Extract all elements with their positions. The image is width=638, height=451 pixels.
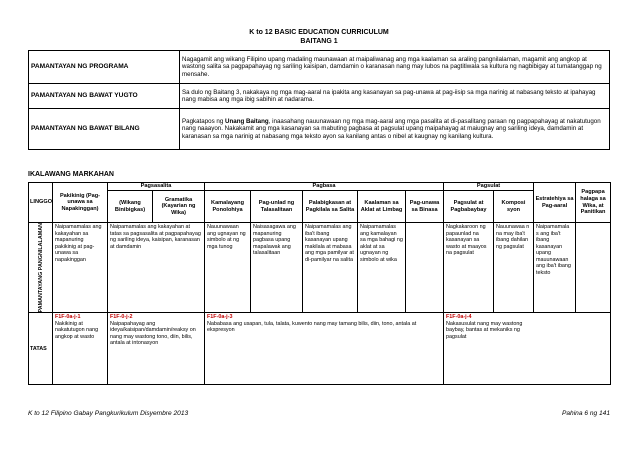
competency-code: F1F-0a-j-4 [446,314,472,321]
header-palabigkasan: Palabigkasan at Pagkilala sa Salita [303,191,358,223]
tatas-label: TATAS [29,313,53,385]
competency-text: Nababasa ang usapan, tula, talata, kuwento nang may tamang bilis, diin, tono, antala at ekspresyon [207,320,417,334]
header-linggo: LINGGO [29,183,53,223]
quarter-heading: IKALAWANG MARKAHAN [28,171,114,178]
standards-table [28,50,610,150]
standard-row [29,84,610,109]
competency-code: F1F-0-j-2 [110,314,133,321]
table-cell [406,223,444,313]
column-header-row [29,191,611,223]
standard-label: PAMANTAYAN NG BAWAT BILANG [29,109,180,150]
table-cell [576,223,611,313]
pamantayang-row [29,223,611,313]
curriculum-title: K to 12 BASIC EDUCATION CURRICULUM [249,29,389,36]
table-cell: Naipamamalas ang iba't ibang kasanayan upang makilala at mabasa ang mga pamilyar at di-pamilyar na salita [303,223,358,313]
header-pagpapahalaga: Pagpapa halaga sa Wika, at Panitikan [576,183,611,223]
standard-row [29,109,610,150]
standard-text: Sa dulo ng Baitang 3, nakakaya ng mga mag-aaral na ipakita ang kasanayan sa pag-unawa at pag-iisip sa mga narinig at nabasang teksto at ipahayag nang mabisa ang mga ibig sabihin at nadarama. [180,84,610,109]
standard-text-before: Pagkatapos ng [182,117,226,125]
table-cell [108,313,205,385]
standard-label: PAMANTAYAN NG PROGRAMA [29,51,180,84]
group-header-row [29,183,611,191]
table-cell: Nauunawaan ang ugnayan ng simbolo at ng mga tunog [205,223,251,313]
header-pagunawa: Pag-unawa sa Binasa [406,191,444,223]
pamantayang-label-cell [29,223,53,313]
grade-level: BAITANG 1 [300,38,338,45]
header-komposisyon: Komposi syon [494,191,534,223]
competency-code: F1F-0a-j-3 [207,314,233,321]
competency-code: F1F-0a-j-1 [55,314,81,321]
header-wikang: (Wikang Binibigkas) [108,191,153,223]
standard-text [180,109,610,150]
competency-text: Naipapahayag ang ideya/kaisipan/damdamin/reaksy on nang may wastong tono, diin, bilis, antala at intonasyon [110,320,196,347]
table-cell: Naisasagawa ang mapanuring pagbasa upang mapalawak ang talasalitaan [251,223,303,313]
standard-text-after: , inaasahang nauunawaan ng mga mag-aaral ang mga pasalita at di-pasalitang paraan ng pagpapahayag at nakatutugon nang naaayon. Nakakamit ang mga kasanayan sa mabuting pagbasa at pagsulat upang maipahayag at maiugnay ang sariling ideya, damdamin at karanasan sa mga narinig at nabasang mga teksto ayon sa kanilang antas o nibel at kaugnay ng kanilang kultura. [182,117,601,140]
header-pagunlad: Pag-unlad ng Talasalitaan [251,191,303,223]
table-cell: Nagkakaroon ng papaunlad na kasanayan sa wasto at maayos na pagsulat [444,223,494,313]
header-kamalayang: Kamalayang Ponolohiya [205,191,251,223]
standard-text: Nagagamit ang wikang Filipino upang madaling maunawaan at maipaliwanag ang mga kaalaman sa araling pangnilalaman, magamit ang angkop at wastong salita sa pagpapahayag ng sariling kaisipan, damdamin o karanasan nang may lubos na pagtitiwala sa kultura ng nagbibigay at tumatanggap ng mensahe. [180,51,610,84]
footer-right: Pahina 6 ng 141 [561,410,610,417]
competency-table [28,182,611,385]
table-cell: Naipamamalas ang kakayahan at tatas sa pagsasalita at pagpapahayag ng sariling ideya, kaisipan, karanasan at damdamin [108,223,205,313]
pamantayang-label: PAMANTAYANG PANGNILALAMAN [37,223,44,313]
footer-left: K to 12 Filipino Gabay Pangkurikulum Disyembre 2013 [28,410,189,417]
header-kaalaman: Kaalaman sa Aklat at Limbag [358,191,406,223]
header-pakikinig: Pakikinig (Pag-unawa sa Napakinggan) [53,183,108,223]
header-gramatika: Gramatika (Kayarian ng Wika) [153,191,205,223]
competency-text: Nakikinig at nakatutugon nang angkop at wasto [55,320,99,340]
standard-row [29,51,610,84]
table-cell [444,313,611,385]
competency-text: Nakasusulat nang may wastong baybay, bantas at mekaniks ng pagsulat [446,320,523,340]
document-header [0,28,638,46]
group-pagbasa: Pagbasa [205,183,444,191]
group-pagsasalita: Pagsasalita [108,183,205,191]
header-pagsulat-pagbaybay: Pagsulat at Pagbabaybay [444,191,494,223]
table-cell: Naipamamalas ang kakayahan sa mapanuring pakikinig at pag-unawa sa napakinggan [53,223,108,313]
standard-label: PAMANTAYAN NG BAWAT YUGTO [29,84,180,109]
tatas-row [29,313,611,385]
group-pagsulat: Pagsulat [444,183,534,191]
table-cell: Naipamamalas ang kamalayan sa mga bahagi ng aklat at sa ugnayan ng simbolo at wika [358,223,406,313]
header-estratehiya: Estratehiya sa Pag-aaral [534,183,576,223]
table-cell: Nauunawaa n na may iba't ibang dahilan ng pagsulat [494,223,534,313]
table-cell: Naipamamala s ang iba't ibang kasanayan upang mauunawaan ang iba't ibang teksto [534,223,576,313]
table-cell [205,313,444,385]
table-cell [53,313,108,385]
standard-text-bold: Unang Baitang [225,117,269,125]
